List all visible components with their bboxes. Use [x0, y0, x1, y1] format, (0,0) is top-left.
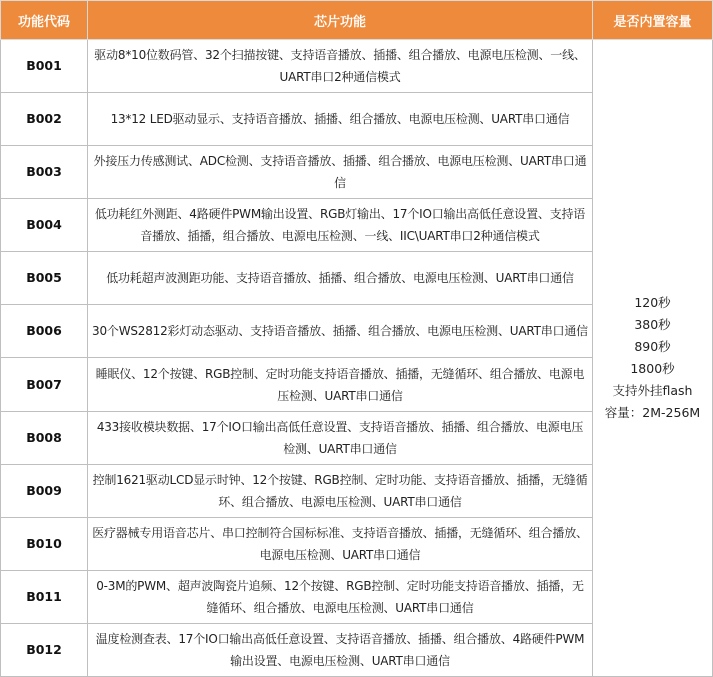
header-chip-function: 芯片功能 — [88, 1, 593, 40]
capacity-line: 890秒 — [634, 339, 671, 354]
capacity-line: 380秒 — [634, 317, 671, 332]
table-header-row — [1, 1, 713, 40]
row-description: 低功耗红外测距、4路硬件PWM输出设置、RGB灯输出、17个IO口输出高低任意设置、支持语音播放、插播，组合播放、电源电压检测、一线、IIC\UART串口2种通信模式 — [88, 199, 593, 252]
capacity-cell — [593, 40, 713, 677]
row-description: 医疗器械专用语音芯片、串口控制符合国标标准、支持语音播放、插播，无缝循环、组合播放、电源电压检测、UART串口通信 — [88, 517, 593, 570]
capacity-line: 120秒 — [634, 295, 671, 310]
row-code: B012 — [1, 623, 88, 676]
row-description: 0-3M的PWM、超声波陶瓷片追频、12个按键、RGB控制、定时功能支持语音播放、插播，无缝循环、组合播放、电源电压检测、UART串口通信 — [88, 570, 593, 623]
table-row — [1, 40, 713, 93]
row-description: 睡眠仪、12个按键、RGB控制、定时功能支持语音播放、插播，无缝循环、组合播放、电源电压检测、UART串口通信 — [88, 358, 593, 411]
row-code: B005 — [1, 252, 88, 305]
header-built-in-capacity: 是否内置容量 — [593, 1, 713, 40]
row-code: B006 — [1, 305, 88, 358]
header-function-code: 功能代码 — [1, 1, 88, 40]
row-description: 温度检测查表、17个IO口输出高低任意设置、支持语音播放、插播、组合播放、4路硬件PWM输出设置、电源电压检测、UART串口通信 — [88, 623, 593, 676]
row-description: 驱动8*10位数码管、32个扫描按键、支持语音播放、插播、组合播放、电源电压检测、一线、UART串口2种通信模式 — [88, 40, 593, 93]
capacity-line: 容量：2M-256M — [604, 405, 701, 420]
row-description: 低功耗超声波测距功能、支持语音播放、插播、组合播放、电源电压检测、UART串口通信 — [88, 252, 593, 305]
row-code: B007 — [1, 358, 88, 411]
row-code: B008 — [1, 411, 88, 464]
row-description: 30个WS2812彩灯动态驱动、支持语音播放、插播、组合播放、电源电压检测、UART串口通信 — [88, 305, 593, 358]
row-code: B010 — [1, 517, 88, 570]
row-code: B009 — [1, 464, 88, 517]
row-code: B004 — [1, 199, 88, 252]
row-description: 13*12 LED驱动显示、支持语音播放、插播、组合播放、电源电压检测、UART串口通信 — [88, 93, 593, 146]
row-code: B011 — [1, 570, 88, 623]
row-description: 控制1621驱动LCD显示时钟、12个按键、RGB控制、定时功能、支持语音播放、插播，无缝循环、组合播放、电源电压检测、UART串口通信 — [88, 464, 593, 517]
row-description: 433接收模块数据、17个IO口输出高低任意设置、支持语音播放、插播、组合播放、电源电压检测、UART串口通信 — [88, 411, 593, 464]
row-code: B002 — [1, 93, 88, 146]
row-code: B001 — [1, 40, 88, 93]
row-description: 外接压力传感测试、ADC检测、支持语音播放、插播、组合播放、电源电压检测、UART串口通信 — [88, 146, 593, 199]
capacity-line: 1800秒 — [630, 361, 675, 376]
row-code: B003 — [1, 146, 88, 199]
capacity-line: 支持外挂flash — [612, 383, 693, 398]
